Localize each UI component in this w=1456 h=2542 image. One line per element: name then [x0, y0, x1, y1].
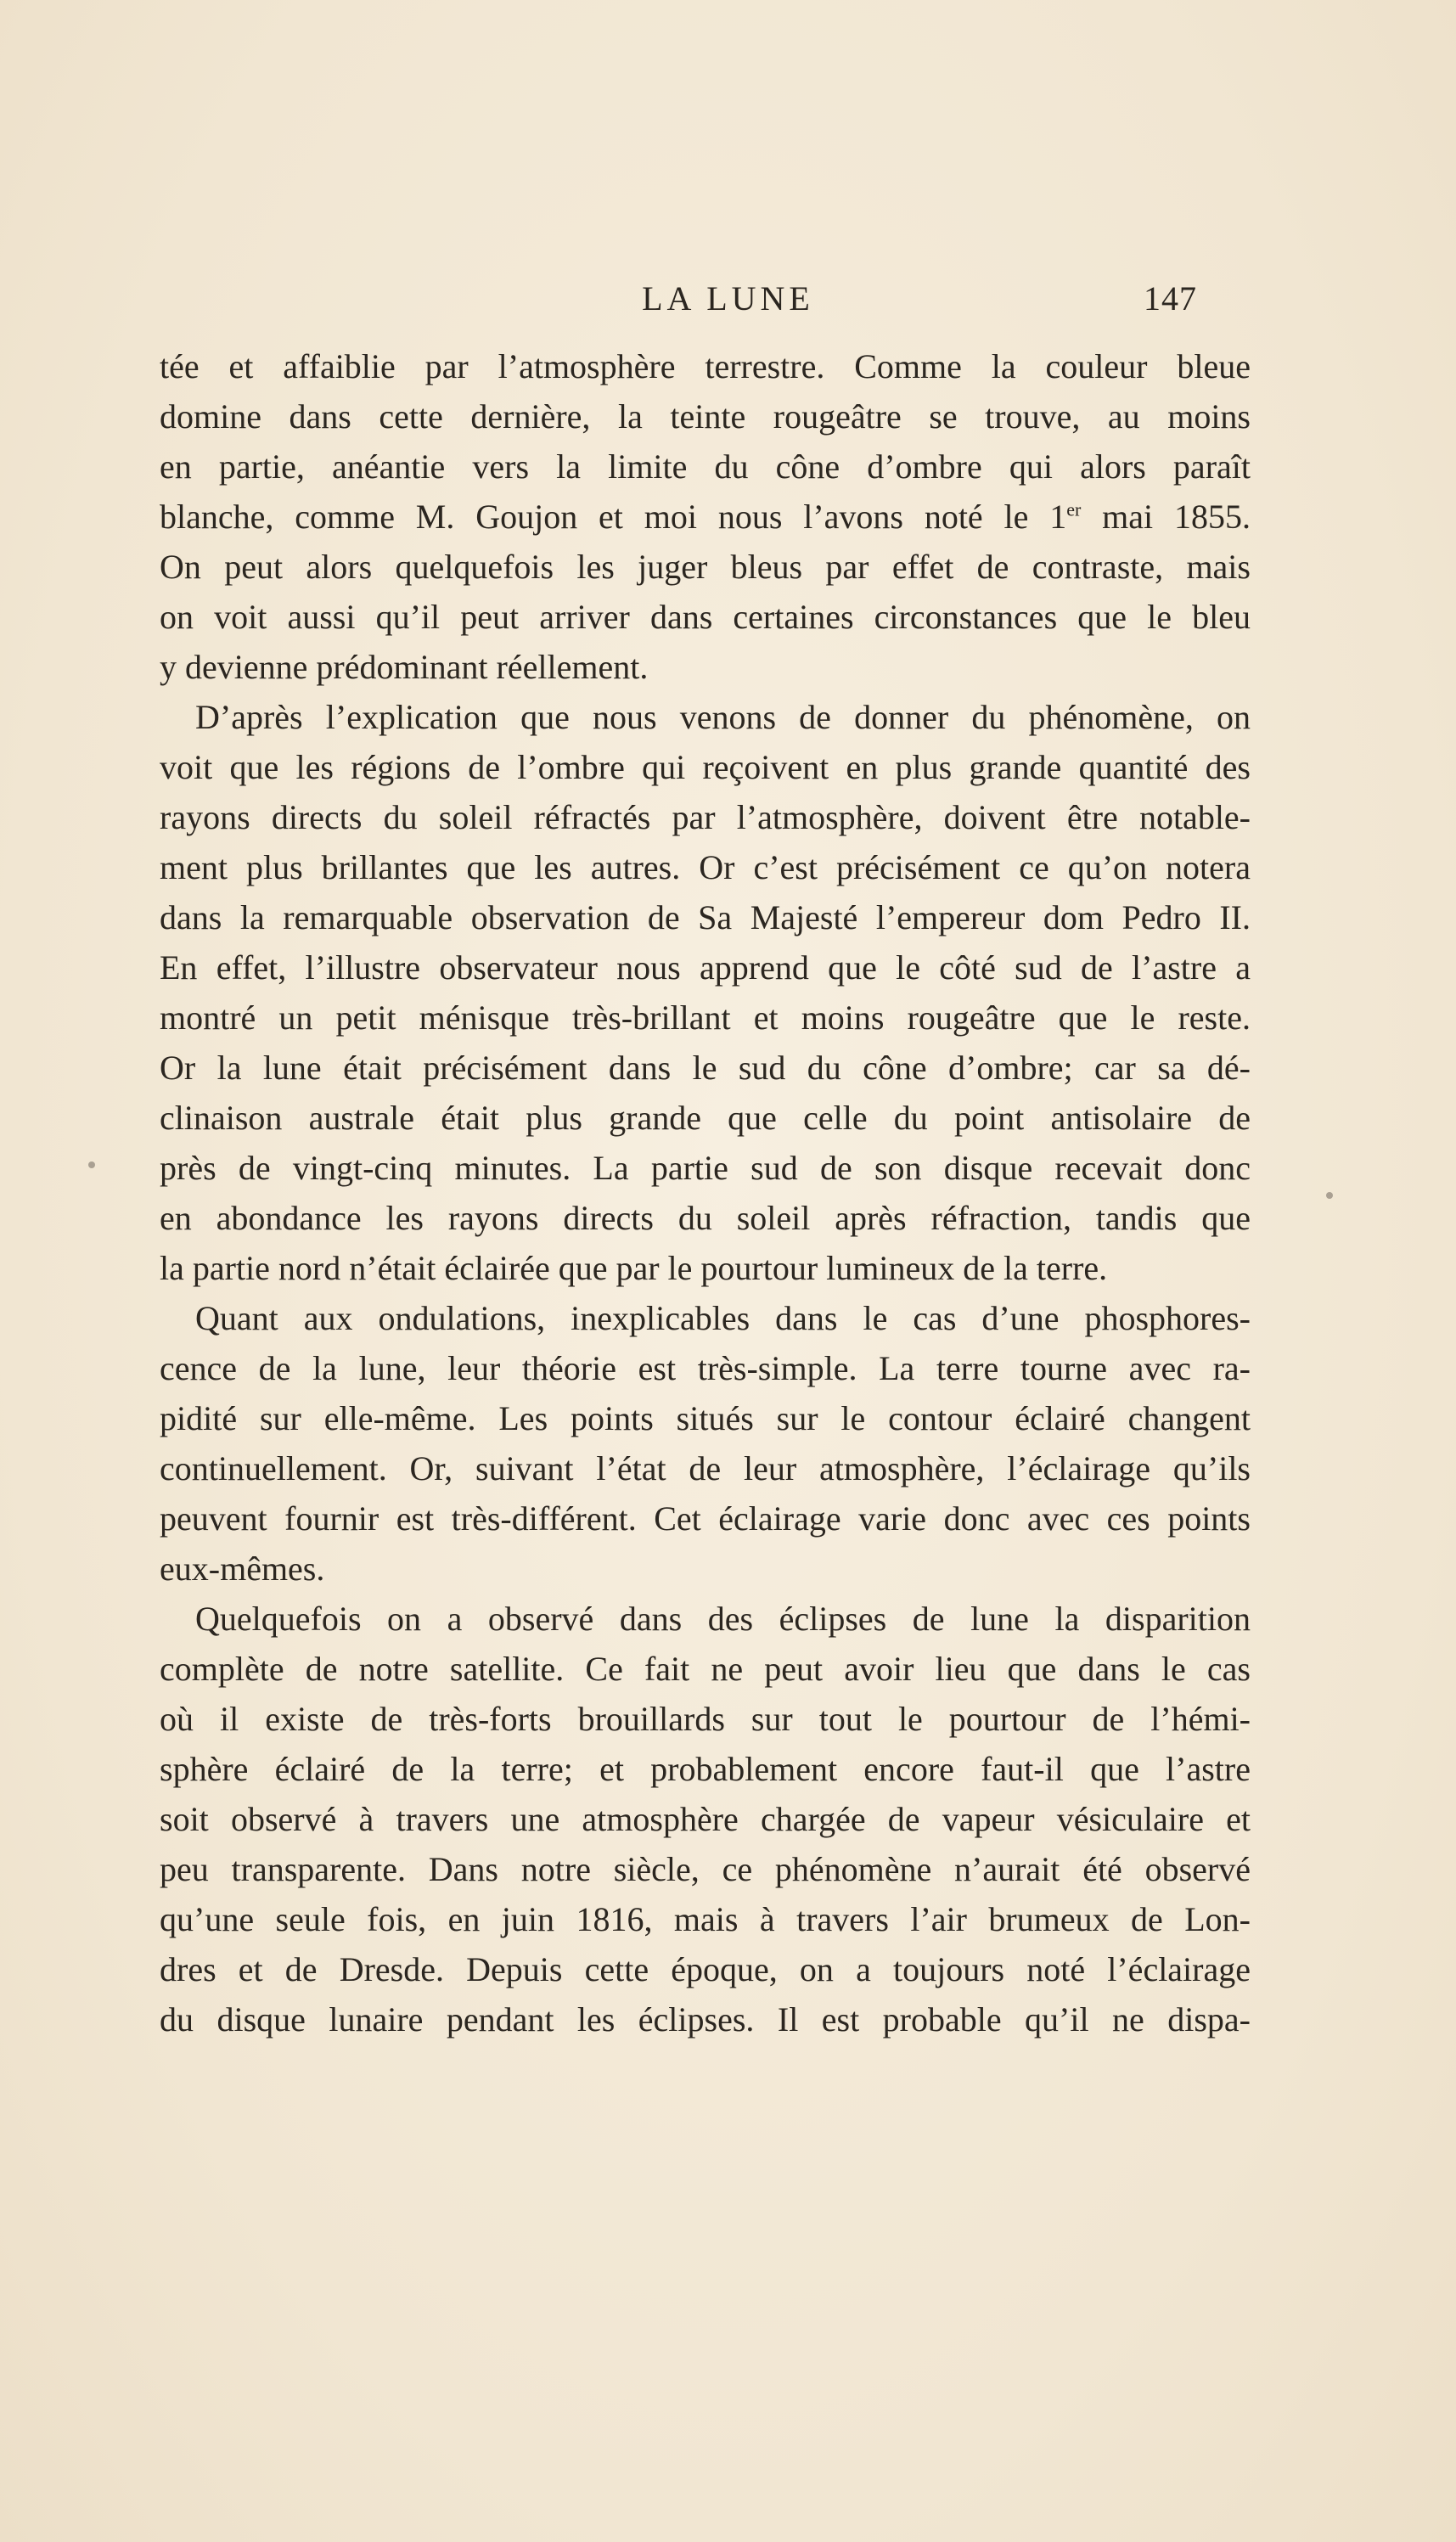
running-head	[0, 273, 1456, 324]
text-line: voit que les régions de l’ombre qui reçoivent en plus grande quantité des	[160, 748, 1251, 786]
text-line: On peut alors quelquefois les juger bleus par effet de contraste, mais	[160, 548, 1251, 586]
text-segment: mai 1855.	[1081, 498, 1251, 536]
text-line: Quant aux ondulations, inexplicables dans le cas d’une phosphores-	[195, 1299, 1251, 1337]
text-line: peu transparente. Dans notre siècle, ce phénomène n’aurait été observé	[160, 1850, 1251, 1888]
text-line: dans la remarquable observation de Sa Majesté l’empereur dom Pedro II.	[160, 898, 1251, 936]
text-line: pidité sur elle-même. Les points situés sur le contour éclairé changent	[160, 1399, 1251, 1437]
text-line: complète de notre satellite. Ce fait ne peut avoir lieu que dans le cas	[160, 1650, 1251, 1688]
text-line: dres et de Dresde. Depuis cette époque, on a toujours noté l’éclairage	[160, 1950, 1251, 1988]
ink-speck	[88, 1161, 95, 1168]
text-line: domine dans cette dernière, la teinte rougeâtre se trouve, au moins	[160, 397, 1251, 436]
text-line: en abondance les rayons directs du soleil après réfraction, tandis que	[160, 1199, 1251, 1237]
text-line: continuellement. Or, suivant l’état de leur atmosphère, l’éclairage qu’ils	[160, 1449, 1251, 1488]
text-line: on voit aussi qu’il peut arriver dans certaines circonstances que le bleu	[160, 598, 1251, 636]
page-number: 147	[1144, 279, 1197, 318]
text-line: qu’une seule fois, en juin 1816, mais à travers l’air brumeux de Lon-	[160, 1900, 1251, 1938]
ink-speck	[1326, 1192, 1333, 1199]
text-line: rayons directs du soleil réfractés par l’atmosphère, doivent être notable-	[160, 798, 1251, 836]
text-line: peuvent fournir est très-différent. Cet éclairage varie donc avec ces points	[160, 1499, 1251, 1538]
text-line: sphère éclairé de la terre; et probablement encore faut-il que l’astre	[160, 1750, 1251, 1788]
text-segment: blanche, comme M. Goujon et moi nous l’avons noté le 1	[160, 498, 1067, 536]
text-line: eux-mêmes.	[160, 1549, 325, 1588]
text-line: ment plus brillantes que les autres. Or c’est précisément ce qu’on notera	[160, 848, 1251, 886]
running-title: LA LUNE	[642, 279, 814, 318]
text-line: Quelquefois on a observé dans des éclipses de lune la disparition	[195, 1600, 1251, 1638]
text-line: y devienne prédominant réellement.	[160, 648, 649, 686]
text-line: En effet, l’illustre observateur nous apprend que le côté sud de l’astre a	[160, 948, 1251, 987]
text-line: où il existe de très-forts brouillards sur tout le pourtour de l’hémi-	[160, 1700, 1251, 1738]
text-line: cence de la lune, leur théorie est très-simple. La terre tourne avec ra-	[160, 1349, 1251, 1387]
ordinal-superscript: er	[1066, 498, 1082, 520]
text-line: la partie nord n’était éclairée que par le pourtour lumineux de la terre.	[160, 1249, 1108, 1287]
text-line: tée et affaiblie par l’atmosphère terrestre. Comme la couleur bleue	[160, 347, 1251, 385]
text-line: clinaison australe était plus grande que celle du point antisolaire de	[160, 1099, 1251, 1137]
body-text	[160, 341, 1251, 2044]
text-line: du disque lunaire pendant les éclipses. Il est probable qu’il ne dispa-	[160, 2000, 1251, 2039]
text-line: D’après l’explication que nous venons de donner du phénomène, on	[195, 698, 1251, 736]
text-line: en partie, anéantie vers la limite du cône d’ombre qui alors paraît	[160, 447, 1251, 486]
text-line: montré un petit ménisque très-brillant et moins rougeâtre que le reste.	[160, 998, 1251, 1037]
text-line: près de vingt-cinq minutes. La partie sud de son disque recevait donc	[160, 1149, 1251, 1187]
text-line-with-superscript	[160, 492, 1251, 542]
text-line: soit observé à travers une atmosphère chargée de vapeur vésiculaire et	[160, 1800, 1251, 1838]
text-line: Or la lune était précisément dans le sud du cône d’ombre; car sa dé-	[160, 1049, 1251, 1087]
